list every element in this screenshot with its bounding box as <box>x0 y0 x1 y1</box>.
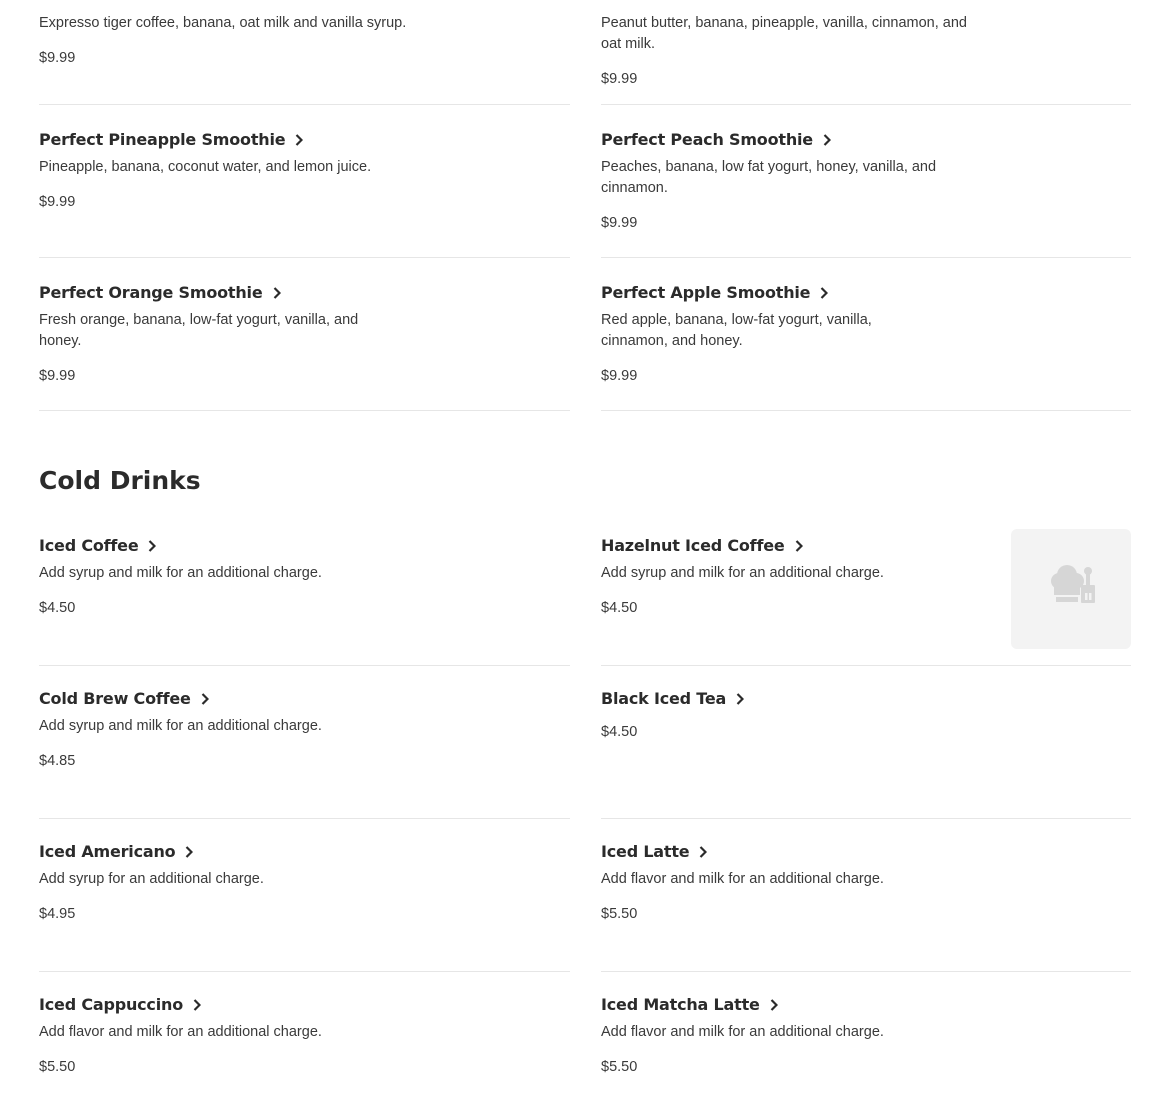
chevron-right-icon <box>201 693 209 705</box>
chevron-right-icon <box>820 287 828 299</box>
menu-item[interactable] <box>601 0 1131 105</box>
chevron-right-icon <box>823 134 831 146</box>
item-description: Add flavor and milk for an additional charge. <box>39 1024 322 1040</box>
item-name: Black Iced Tea <box>601 689 727 708</box>
item-name: Perfect Peach Smoothie <box>601 130 813 149</box>
chevron-right-icon <box>770 999 778 1011</box>
menu-item[interactable] <box>39 666 570 819</box>
smoothie-items-grid <box>39 0 1131 411</box>
menu-item[interactable] <box>39 513 570 666</box>
cold-drinks-grid <box>39 513 1131 1112</box>
chef-hat-placeholder-icon <box>1045 561 1097 618</box>
item-description: Add flavor and milk for an additional charge. <box>601 871 884 887</box>
item-price: $9.99 <box>39 194 76 210</box>
item-name: Iced Americano <box>39 842 176 861</box>
chevron-right-icon <box>148 540 156 552</box>
chevron-right-icon <box>295 134 303 146</box>
item-name-link[interactable] <box>601 994 778 1016</box>
item-price: $9.99 <box>601 215 638 231</box>
item-description: Peaches, banana, low fat yogurt, honey, vanilla, and cinnamon. <box>601 159 937 196</box>
item-price: $4.85 <box>39 753 76 769</box>
item-price: $5.50 <box>601 1059 638 1075</box>
item-description: Add syrup for an additional charge. <box>39 871 264 887</box>
menu-item[interactable] <box>601 819 1131 972</box>
item-name: Iced Coffee <box>39 536 139 555</box>
item-description: Expresso tiger coffee, banana, oat milk and vanilla syrup. <box>39 15 407 31</box>
item-name-link[interactable] <box>39 282 281 304</box>
item-price: $4.50 <box>601 600 638 616</box>
item-name-link[interactable] <box>601 282 828 304</box>
item-description: Add syrup and milk for an additional charge. <box>601 565 884 581</box>
menu-item[interactable] <box>601 513 1131 666</box>
section-title-cold-drinks: Cold Drinks <box>39 466 201 495</box>
item-description: Add syrup and milk for an additional charge. <box>39 718 322 734</box>
item-price: $5.50 <box>601 906 638 922</box>
item-name-link[interactable] <box>39 994 201 1016</box>
item-description: Red apple, banana, low-fat yogurt, vanilla, cinnamon, and honey. <box>601 312 872 349</box>
item-price: $9.99 <box>39 368 76 384</box>
item-description: Add flavor and milk for an additional charge. <box>601 1024 884 1040</box>
item-price: $9.99 <box>601 71 638 87</box>
item-description: Fresh orange, banana, low-fat yogurt, vanilla, and honey. <box>39 312 359 349</box>
item-name: Perfect Pineapple Smoothie <box>39 130 286 149</box>
menu-item[interactable] <box>601 666 1131 819</box>
chevron-right-icon <box>795 540 803 552</box>
chevron-right-icon <box>699 846 707 858</box>
item-name: Iced Latte <box>601 842 690 861</box>
item-price: $5.50 <box>39 1059 76 1075</box>
item-description: Add syrup and milk for an additional charge. <box>39 565 322 581</box>
menu-item[interactable] <box>601 105 1131 258</box>
item-price: $9.99 <box>601 368 638 384</box>
chevron-right-icon <box>185 846 193 858</box>
item-name-link[interactable] <box>601 535 803 557</box>
item-name-link[interactable] <box>39 688 209 710</box>
item-name: Iced Matcha Latte <box>601 995 760 1014</box>
item-price: $4.95 <box>39 906 76 922</box>
menu-item[interactable] <box>39 258 570 411</box>
item-price: $4.50 <box>601 724 638 740</box>
item-name-link[interactable] <box>601 688 744 710</box>
chevron-right-icon <box>193 999 201 1011</box>
menu-item[interactable] <box>39 105 570 258</box>
item-name-link[interactable] <box>39 129 303 151</box>
item-price: $4.50 <box>39 600 76 616</box>
item-name: Cold Brew Coffee <box>39 689 191 708</box>
menu-item[interactable] <box>39 0 570 105</box>
item-description: Peanut butter, banana, pineapple, vanilla, cinnamon, and oat milk. <box>601 15 967 52</box>
item-name: Perfect Apple Smoothie <box>601 283 811 302</box>
item-name-link[interactable] <box>601 129 831 151</box>
item-name: Hazelnut Iced Coffee <box>601 536 785 555</box>
item-price: $9.99 <box>39 50 76 66</box>
item-name-link[interactable] <box>39 841 193 863</box>
menu-item[interactable] <box>601 972 1131 1112</box>
menu-item[interactable] <box>39 972 570 1112</box>
chevron-right-icon <box>736 693 744 705</box>
item-image-placeholder[interactable] <box>1011 529 1131 649</box>
item-name: Iced Cappuccino <box>39 995 183 1014</box>
item-name: Perfect Orange Smoothie <box>39 283 263 302</box>
item-name-link[interactable] <box>601 841 707 863</box>
item-description: Pineapple, banana, coconut water, and lemon juice. <box>39 159 372 175</box>
chevron-right-icon <box>273 287 281 299</box>
item-name-link[interactable] <box>39 535 156 557</box>
menu-item[interactable] <box>601 258 1131 411</box>
menu-item[interactable] <box>39 819 570 972</box>
